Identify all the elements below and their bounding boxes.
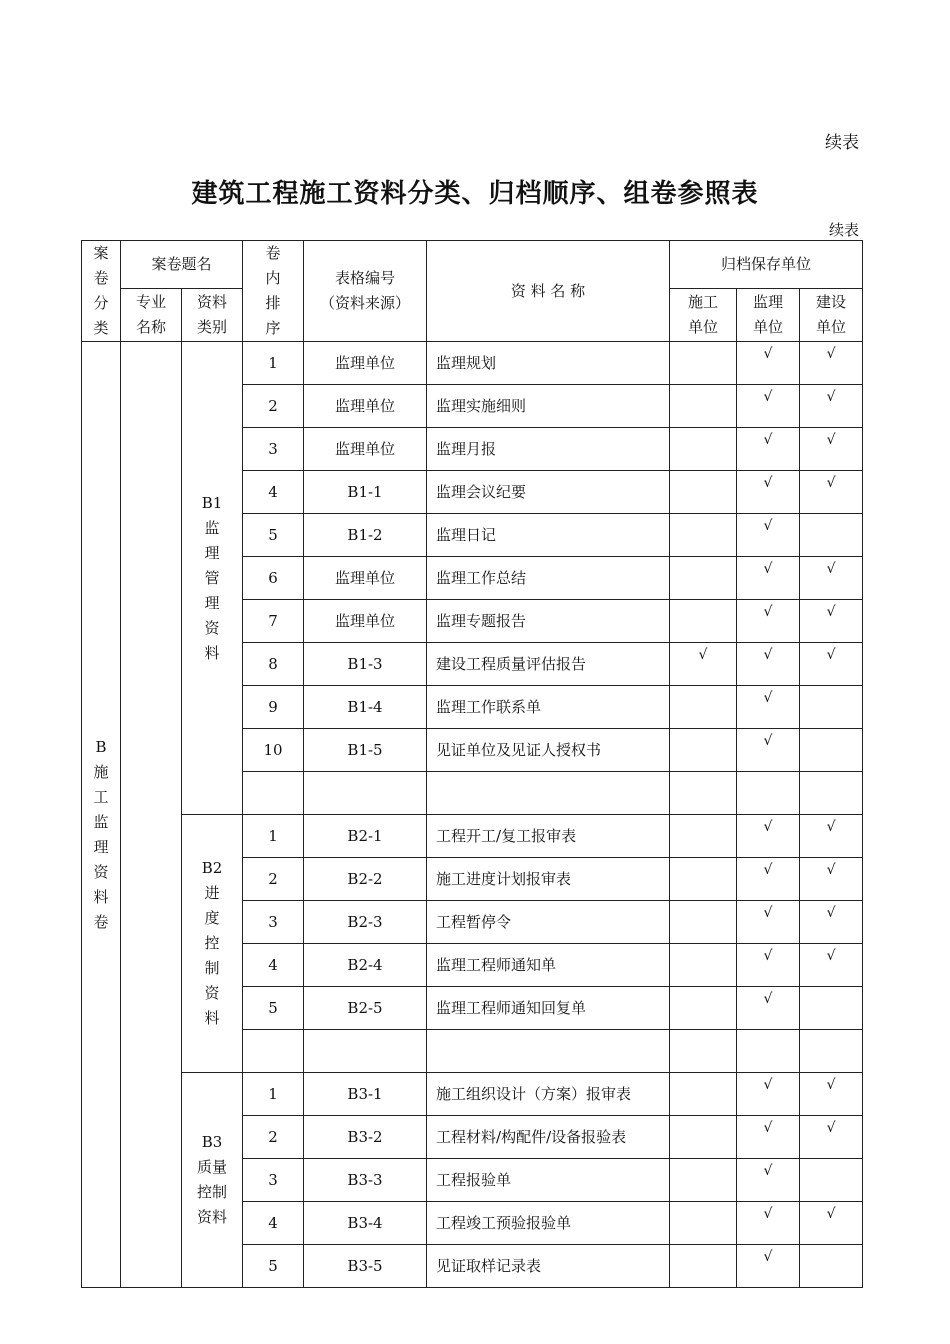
- construction-unit-check: [670, 342, 737, 385]
- supervision-unit-check: √: [737, 471, 800, 514]
- order-cell: 6: [243, 557, 304, 600]
- material-name-cell: 建设工程质量评估报告: [427, 643, 670, 686]
- header-volume-title: 案卷题名: [121, 241, 243, 289]
- form-no-cell: B2-1: [304, 815, 427, 858]
- construction-unit-check: [670, 772, 737, 815]
- form-no-cell: B1-4: [304, 686, 427, 729]
- construction-unit-check: [670, 1202, 737, 1245]
- construction-unit-check: [670, 987, 737, 1030]
- supervision-unit-check: √: [737, 815, 800, 858]
- material-name-cell: 监理工作总结: [427, 557, 670, 600]
- construction-unit-check: [670, 471, 737, 514]
- order-cell: 8: [243, 643, 304, 686]
- material-name-cell: 工程材料/构配件/设备报验表: [427, 1116, 670, 1159]
- material-name-cell: 施工组织设计（方案）报审表: [427, 1073, 670, 1116]
- material-name-cell: [427, 1030, 670, 1073]
- order-cell: 3: [243, 1159, 304, 1202]
- owner-unit-check: √: [800, 1202, 863, 1245]
- construction-unit-check: [670, 1073, 737, 1116]
- order-cell: 7: [243, 600, 304, 643]
- owner-unit-check: √: [800, 600, 863, 643]
- order-cell: 1: [243, 815, 304, 858]
- archive-reference-table: [81, 240, 863, 1288]
- supervision-unit-check: √: [737, 987, 800, 1030]
- form-no-cell: B2-3: [304, 901, 427, 944]
- form-no-cell: B1-3: [304, 643, 427, 686]
- table-body: [82, 342, 863, 1288]
- construction-unit-check: [670, 1245, 737, 1288]
- owner-unit-check: √: [800, 1116, 863, 1159]
- supervision-unit-check: √: [737, 1159, 800, 1202]
- owner-unit-check: √: [800, 557, 863, 600]
- construction-unit-check: [670, 686, 737, 729]
- form-no-cell: [304, 772, 427, 815]
- order-cell: 1: [243, 1073, 304, 1116]
- material-name-cell: 监理月报: [427, 428, 670, 471]
- continued-label-table: 续表: [828, 221, 859, 239]
- supervision-unit-check: √: [737, 342, 800, 385]
- specialty-cell: [121, 342, 182, 1288]
- owner-unit-check: √: [800, 1073, 863, 1116]
- order-cell: [243, 772, 304, 815]
- form-no-cell: B3-2: [304, 1116, 427, 1159]
- owner-unit-check: √: [800, 858, 863, 901]
- owner-unit-check: [800, 1159, 863, 1202]
- construction-unit-check: [670, 858, 737, 901]
- order-cell: 9: [243, 686, 304, 729]
- supervision-unit-check: √: [737, 1116, 800, 1159]
- material-name-cell: [427, 772, 670, 815]
- form-no-cell: 监理单位: [304, 342, 427, 385]
- material-name-cell: 监理实施细则: [427, 385, 670, 428]
- order-cell: 2: [243, 385, 304, 428]
- table-row: [82, 1073, 863, 1116]
- form-no-cell: B2-4: [304, 944, 427, 987]
- header-order: 卷 内 排 序: [243, 241, 304, 342]
- supervision-unit-check: [737, 772, 800, 815]
- owner-unit-check: [800, 772, 863, 815]
- material-name-cell: 监理会议纪要: [427, 471, 670, 514]
- order-cell: 3: [243, 901, 304, 944]
- construction-unit-check: [670, 1030, 737, 1073]
- material-name-cell: 见证单位及见证人授权书: [427, 729, 670, 772]
- supervision-unit-check: √: [737, 944, 800, 987]
- owner-unit-check: √: [800, 815, 863, 858]
- owner-unit-check: [800, 514, 863, 557]
- supervision-unit-check: √: [737, 858, 800, 901]
- construction-unit-check: √: [670, 643, 737, 686]
- form-no-cell: 监理单位: [304, 600, 427, 643]
- form-no-cell: B2-2: [304, 858, 427, 901]
- material-name-cell: 工程开工/复工报审表: [427, 815, 670, 858]
- form-no-cell: B1-2: [304, 514, 427, 557]
- owner-unit-check: √: [800, 428, 863, 471]
- supervision-unit-check: √: [737, 428, 800, 471]
- header-specialty: 专业 名称: [121, 289, 182, 342]
- material-type-cell: B1 监 理 管 理 资 料: [182, 342, 243, 815]
- material-name-cell: 施工进度计划报审表: [427, 858, 670, 901]
- header-archive-units: 归档保存单位: [670, 241, 863, 289]
- supervision-unit-check: √: [737, 1202, 800, 1245]
- material-name-cell: 工程竣工预验报验单: [427, 1202, 670, 1245]
- construction-unit-check: [670, 557, 737, 600]
- table-row: [82, 342, 863, 385]
- material-name-cell: 监理工程师通知回复单: [427, 987, 670, 1030]
- owner-unit-check: √: [800, 901, 863, 944]
- table-row: [82, 815, 863, 858]
- supervision-unit-check: √: [737, 557, 800, 600]
- order-cell: 5: [243, 1245, 304, 1288]
- category-cell: B 施 工 监 理 资 料 卷: [82, 342, 121, 1288]
- page-title: 建筑工程施工资料分类、归档顺序、组卷参照表: [191, 179, 759, 209]
- owner-unit-check: √: [800, 643, 863, 686]
- material-type-cell: B2 进 度 控 制 资 料: [182, 815, 243, 1073]
- owner-unit-check: [800, 1030, 863, 1073]
- supervision-unit-check: √: [737, 1073, 800, 1116]
- material-name-cell: 监理工作联系单: [427, 686, 670, 729]
- supervision-unit-check: √: [737, 514, 800, 557]
- continued-label-top: 续表: [825, 133, 859, 153]
- header-owner-unit: 建设 单位: [800, 289, 863, 342]
- header-form-no: 表格编号 （资料来源）: [304, 241, 427, 342]
- header-construction-unit: 施工 单位: [670, 289, 737, 342]
- order-cell: 4: [243, 471, 304, 514]
- owner-unit-check: [800, 729, 863, 772]
- order-cell: 5: [243, 514, 304, 557]
- owner-unit-check: √: [800, 342, 863, 385]
- construction-unit-check: [670, 600, 737, 643]
- order-cell: 5: [243, 987, 304, 1030]
- material-name-cell: 监理规划: [427, 342, 670, 385]
- order-cell: 2: [243, 1116, 304, 1159]
- form-no-cell: B3-5: [304, 1245, 427, 1288]
- form-no-cell: 监理单位: [304, 385, 427, 428]
- supervision-unit-check: √: [737, 729, 800, 772]
- owner-unit-check: [800, 987, 863, 1030]
- construction-unit-check: [670, 815, 737, 858]
- header-material-type: 资料 类别: [182, 289, 243, 342]
- supervision-unit-check: √: [737, 901, 800, 944]
- owner-unit-check: √: [800, 944, 863, 987]
- construction-unit-check: [670, 385, 737, 428]
- material-name-cell: 监理专题报告: [427, 600, 670, 643]
- construction-unit-check: [670, 901, 737, 944]
- form-no-cell: B3-1: [304, 1073, 427, 1116]
- order-cell: 1: [243, 342, 304, 385]
- supervision-unit-check: √: [737, 600, 800, 643]
- construction-unit-check: [670, 514, 737, 557]
- form-no-cell: 监理单位: [304, 428, 427, 471]
- form-no-cell: B3-4: [304, 1202, 427, 1245]
- order-cell: 3: [243, 428, 304, 471]
- form-no-cell: B3-3: [304, 1159, 427, 1202]
- material-name-cell: 监理工程师通知单: [427, 944, 670, 987]
- supervision-unit-check: [737, 1030, 800, 1073]
- material-name-cell: 工程报验单: [427, 1159, 670, 1202]
- construction-unit-check: [670, 729, 737, 772]
- owner-unit-check: [800, 686, 863, 729]
- supervision-unit-check: √: [737, 643, 800, 686]
- form-no-cell: B1-1: [304, 471, 427, 514]
- order-cell: 10: [243, 729, 304, 772]
- construction-unit-check: [670, 1159, 737, 1202]
- material-type-cell: B3 质量 控制 资料: [182, 1073, 243, 1288]
- order-cell: 2: [243, 858, 304, 901]
- form-no-cell: 监理单位: [304, 557, 427, 600]
- form-no-cell: B2-5: [304, 987, 427, 1030]
- construction-unit-check: [670, 428, 737, 471]
- owner-unit-check: [800, 1245, 863, 1288]
- order-cell: [243, 1030, 304, 1073]
- order-cell: 4: [243, 944, 304, 987]
- material-name-cell: 见证取样记录表: [427, 1245, 670, 1288]
- owner-unit-check: √: [800, 385, 863, 428]
- material-name-cell: 工程暂停令: [427, 901, 670, 944]
- form-no-cell: [304, 1030, 427, 1073]
- owner-unit-check: √: [800, 471, 863, 514]
- header-supervision-unit: 监理 单位: [737, 289, 800, 342]
- supervision-unit-check: √: [737, 1245, 800, 1288]
- form-no-cell: B1-5: [304, 729, 427, 772]
- construction-unit-check: [670, 1116, 737, 1159]
- header-material-name: 资 料 名 称: [427, 241, 670, 342]
- supervision-unit-check: √: [737, 385, 800, 428]
- construction-unit-check: [670, 944, 737, 987]
- material-name-cell: 监理日记: [427, 514, 670, 557]
- header-category: 案 卷 分 类: [82, 241, 121, 342]
- order-cell: 4: [243, 1202, 304, 1245]
- supervision-unit-check: √: [737, 686, 800, 729]
